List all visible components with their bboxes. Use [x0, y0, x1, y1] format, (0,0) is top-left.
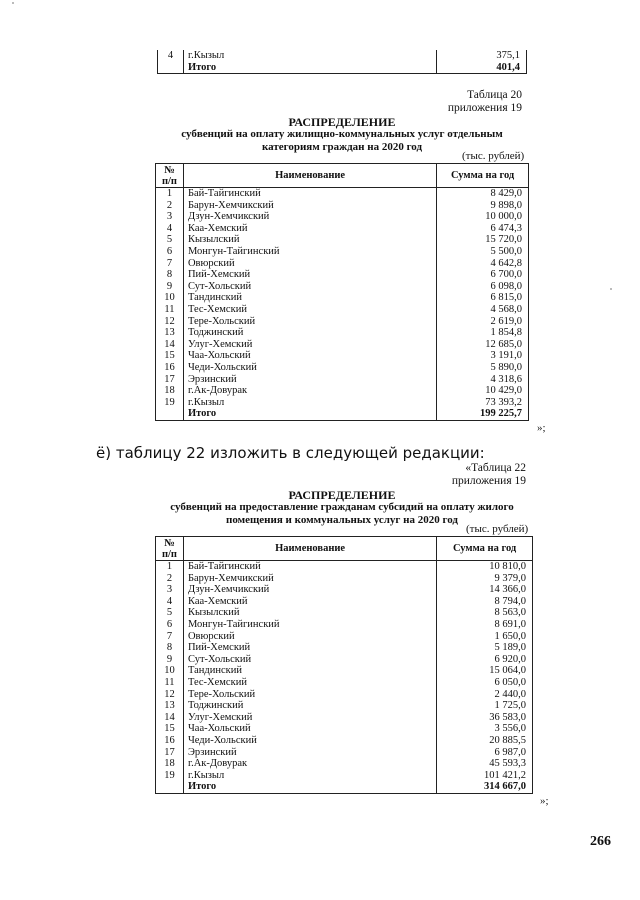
row-name: г.Ак-Довурак — [183, 385, 436, 397]
instruction-paragraph: ё) таблицу 22 изложить в следующей редакции: — [96, 444, 485, 462]
table-row — [156, 723, 533, 735]
row-number: 15 — [156, 350, 184, 362]
subtitle-line: субвенций на предоставление гражданам субсидий на оплату жилого — [170, 501, 514, 513]
row-value: 4 642,8 — [437, 258, 529, 270]
row-number: 2 — [156, 573, 184, 585]
row-number: 1 — [156, 561, 184, 573]
row-number — [156, 781, 184, 793]
row-name: Улуг-Хемский — [183, 339, 436, 351]
row-value: 3 556,0 — [437, 723, 533, 735]
table-row — [156, 374, 529, 386]
row-value: 15 064,0 — [437, 665, 533, 677]
table20-title: РАСПРЕДЕЛЕНИЕ — [288, 115, 396, 129]
row-name: Тоджинский — [183, 327, 436, 339]
row-number: 13 — [156, 700, 184, 712]
total-row — [156, 781, 533, 793]
row-value: 6 098,0 — [437, 281, 529, 293]
caption-line: приложения 19 — [451, 475, 526, 487]
table-row — [156, 654, 533, 666]
total-label: Итого — [183, 781, 436, 793]
header-line: п/п — [161, 175, 177, 187]
row-number: 12 — [156, 689, 184, 701]
table-row — [156, 689, 533, 701]
table22-caption — [380, 462, 526, 488]
row-name: Сут-Хольский — [183, 281, 436, 293]
row-number: 3 — [156, 211, 184, 223]
row-value: 4 568,0 — [437, 304, 529, 316]
scan-speck — [12, 2, 14, 4]
table-row — [156, 258, 529, 270]
row-number: 15 — [156, 723, 184, 735]
table-row — [156, 596, 533, 608]
row-number: 14 — [156, 339, 184, 351]
table-row — [156, 292, 529, 304]
row-number: 18 — [156, 758, 184, 770]
column-header-name: Наименование — [183, 537, 436, 561]
table-row — [156, 712, 533, 724]
row-name: Овюрский — [183, 631, 436, 643]
header-line: № — [164, 537, 175, 549]
table-row — [156, 304, 529, 316]
row-number: 7 — [156, 258, 184, 270]
column-header-name: Наименование — [183, 164, 436, 188]
row-number: 6 — [156, 619, 184, 631]
row-value: 375,1 — [437, 50, 527, 62]
header-line: № — [164, 164, 175, 176]
table-row — [156, 631, 533, 643]
table-row — [156, 619, 533, 631]
scan-speck — [610, 288, 612, 290]
page-number: 266 — [590, 834, 611, 849]
row-number — [158, 62, 184, 74]
row-name: Пий-Хемский — [183, 269, 436, 281]
row-name: г.Кызыл — [183, 50, 436, 62]
subtitle-line: категориям граждан на 2020 год — [261, 141, 423, 153]
row-name: Тандинский — [183, 665, 436, 677]
row-value: 4 318,6 — [437, 374, 529, 386]
table-row — [156, 281, 529, 293]
row-name: Кызылский — [183, 607, 436, 619]
row-name: Барун-Хемчикский — [183, 200, 436, 212]
row-value: 45 593,3 — [437, 758, 533, 770]
row-number: 4 — [156, 223, 184, 235]
caption-line: «Таблица 22 — [465, 462, 526, 474]
row-value: 10 429,0 — [437, 385, 529, 397]
row-number: 16 — [156, 362, 184, 374]
row-name: Тере-Хольский — [183, 316, 436, 328]
table-row — [156, 350, 529, 362]
column-header-sum: Сумма на год — [437, 164, 529, 188]
total-value: 199 225,7 — [437, 408, 529, 420]
row-value: 6 474,3 — [437, 223, 529, 235]
row-value: 8 691,0 — [437, 619, 533, 631]
table22-body — [156, 561, 533, 794]
row-value: 20 885,5 — [437, 735, 533, 747]
row-value: 8 794,0 — [437, 596, 533, 608]
row-number: 9 — [156, 654, 184, 666]
row-number: 4 — [156, 596, 184, 608]
row-value: 5 890,0 — [437, 362, 529, 374]
row-number: 13 — [156, 327, 184, 339]
table-row — [156, 339, 529, 351]
table-header-row — [156, 164, 529, 188]
row-number: 18 — [156, 385, 184, 397]
row-number: 10 — [156, 292, 184, 304]
header-line: п/п — [161, 548, 177, 560]
row-value: 2 619,0 — [437, 316, 529, 328]
top-table — [157, 50, 527, 74]
row-value: 8 563,0 — [437, 607, 533, 619]
row-number: 8 — [156, 269, 184, 281]
subtitle-line: субвенций на оплату жилищно-коммунальных услуг отдельным — [181, 128, 503, 140]
table-row — [156, 747, 533, 759]
total-row — [156, 408, 529, 420]
row-number: 17 — [156, 747, 184, 759]
row-name: г.Кызыл — [183, 770, 436, 782]
row-number: 17 — [156, 374, 184, 386]
row-name: Эрзинский — [183, 747, 436, 759]
column-header-number — [156, 164, 184, 188]
row-value: 14 366,0 — [437, 584, 533, 596]
table22-closing-mark: »; — [540, 795, 549, 807]
table22-unit: (тыс. рублей) — [466, 523, 529, 535]
total-value: 401,4 — [437, 62, 527, 74]
table20-body — [156, 188, 529, 421]
row-number: 10 — [156, 665, 184, 677]
table20-unit: (тыс. рублей) — [462, 150, 525, 162]
row-name: Каа-Хемский — [183, 223, 436, 235]
row-name: Монгун-Тайгинский — [183, 619, 436, 631]
row-number: 19 — [156, 770, 184, 782]
table20 — [155, 163, 529, 421]
row-value: 6 050,0 — [437, 677, 533, 689]
table-row — [156, 211, 529, 223]
row-name: Тоджинский — [183, 700, 436, 712]
row-name: Дзун-Хемчикский — [183, 211, 436, 223]
column-header-sum: Сумма на год — [437, 537, 533, 561]
total-label: Итого — [183, 408, 436, 420]
row-name: Бай-Тайгинский — [183, 561, 436, 573]
table-header-row — [156, 537, 533, 561]
table-row — [156, 677, 533, 689]
row-value: 73 393,2 — [437, 397, 529, 409]
table-row — [156, 758, 533, 770]
row-name: Кызылский — [183, 234, 436, 246]
row-value: 1 650,0 — [437, 631, 533, 643]
row-name: Монгун-Тайгинский — [183, 246, 436, 258]
row-value: 9 379,0 — [437, 573, 533, 585]
row-name: Каа-Хемский — [183, 596, 436, 608]
row-name: Пий-Хемский — [183, 642, 436, 654]
table-row — [156, 327, 529, 339]
table-row — [156, 269, 529, 281]
row-value: 2 440,0 — [437, 689, 533, 701]
row-name: Тере-Хольский — [183, 689, 436, 701]
row-name: г.Кызыл — [183, 397, 436, 409]
row-value: 6 815,0 — [437, 292, 529, 304]
subtitle-line: помещения и коммунальных услуг на 2020 год — [226, 514, 458, 526]
row-number: 11 — [156, 677, 184, 689]
row-number: 11 — [156, 304, 184, 316]
row-value: 10 000,0 — [437, 211, 529, 223]
row-name: Улуг-Хемский — [183, 712, 436, 724]
table-row — [156, 246, 529, 258]
row-value: 6 700,0 — [437, 269, 529, 281]
row-name: Чеди-Хольский — [183, 735, 436, 747]
row-number: 5 — [156, 607, 184, 619]
caption-line: приложения 19 — [447, 102, 522, 114]
row-value: 5 189,0 — [437, 642, 533, 654]
row-number: 7 — [156, 631, 184, 643]
table-row — [156, 316, 529, 328]
caption-line: Таблица 20 — [467, 89, 522, 101]
row-number: 2 — [156, 200, 184, 212]
table-row — [156, 770, 533, 782]
table-row — [156, 397, 529, 409]
row-name: Эрзинский — [183, 374, 436, 386]
row-number: 12 — [156, 316, 184, 328]
table-row — [156, 573, 533, 585]
row-number: 6 — [156, 246, 184, 258]
row-name: Чаа-Хольский — [183, 723, 436, 735]
table-row — [156, 561, 533, 573]
row-number: 19 — [156, 397, 184, 409]
row-number: 5 — [156, 234, 184, 246]
row-value: 15 720,0 — [437, 234, 529, 246]
table-row — [156, 200, 529, 212]
table-row — [156, 223, 529, 235]
table-row — [156, 385, 529, 397]
row-value: 101 421,2 — [437, 770, 533, 782]
row-value: 10 810,0 — [437, 561, 533, 573]
row-value: 9 898,0 — [437, 200, 529, 212]
table-row — [158, 50, 527, 62]
row-number: 8 — [156, 642, 184, 654]
row-value: 3 191,0 — [437, 350, 529, 362]
row-name: Овюрский — [183, 258, 436, 270]
row-name: Бай-Тайгинский — [183, 188, 436, 200]
table-row — [156, 700, 533, 712]
total-label: Итого — [183, 62, 436, 74]
row-number — [156, 408, 184, 420]
row-number: 1 — [156, 188, 184, 200]
total-row — [158, 62, 527, 74]
row-number: 4 — [158, 50, 184, 62]
total-value: 314 667,0 — [437, 781, 533, 793]
table-row — [156, 642, 533, 654]
row-name: г.Ак-Довурак — [183, 758, 436, 770]
table-row — [156, 607, 533, 619]
row-name: Тес-Хемский — [183, 677, 436, 689]
row-name: Барун-Хемчикский — [183, 573, 436, 585]
table20-closing-mark: »; — [537, 422, 546, 434]
row-number: 16 — [156, 735, 184, 747]
table-row — [156, 584, 533, 596]
table-row — [156, 735, 533, 747]
row-value: 6 920,0 — [437, 654, 533, 666]
table-row — [156, 362, 529, 374]
row-value: 6 987,0 — [437, 747, 533, 759]
column-header-number — [156, 537, 184, 561]
row-value: 1 725,0 — [437, 700, 533, 712]
table22-title: РАСПРЕДЕЛЕНИЕ — [288, 488, 396, 502]
row-value: 1 854,8 — [437, 327, 529, 339]
table-row — [156, 665, 533, 677]
row-name: Чеди-Хольский — [183, 362, 436, 374]
row-name: Дзун-Хемчикский — [183, 584, 436, 596]
table22 — [155, 536, 533, 794]
row-value: 8 429,0 — [437, 188, 529, 200]
row-value: 12 685,0 — [437, 339, 529, 351]
table20-caption — [380, 89, 522, 115]
row-value: 5 500,0 — [437, 246, 529, 258]
row-name: Тес-Хемский — [183, 304, 436, 316]
table-row — [156, 188, 529, 200]
table-row — [156, 234, 529, 246]
row-name: Сут-Хольский — [183, 654, 436, 666]
row-number: 9 — [156, 281, 184, 293]
row-name: Чаа-Хольский — [183, 350, 436, 362]
row-value: 36 583,0 — [437, 712, 533, 724]
row-name: Тандинский — [183, 292, 436, 304]
row-number: 14 — [156, 712, 184, 724]
row-number: 3 — [156, 584, 184, 596]
